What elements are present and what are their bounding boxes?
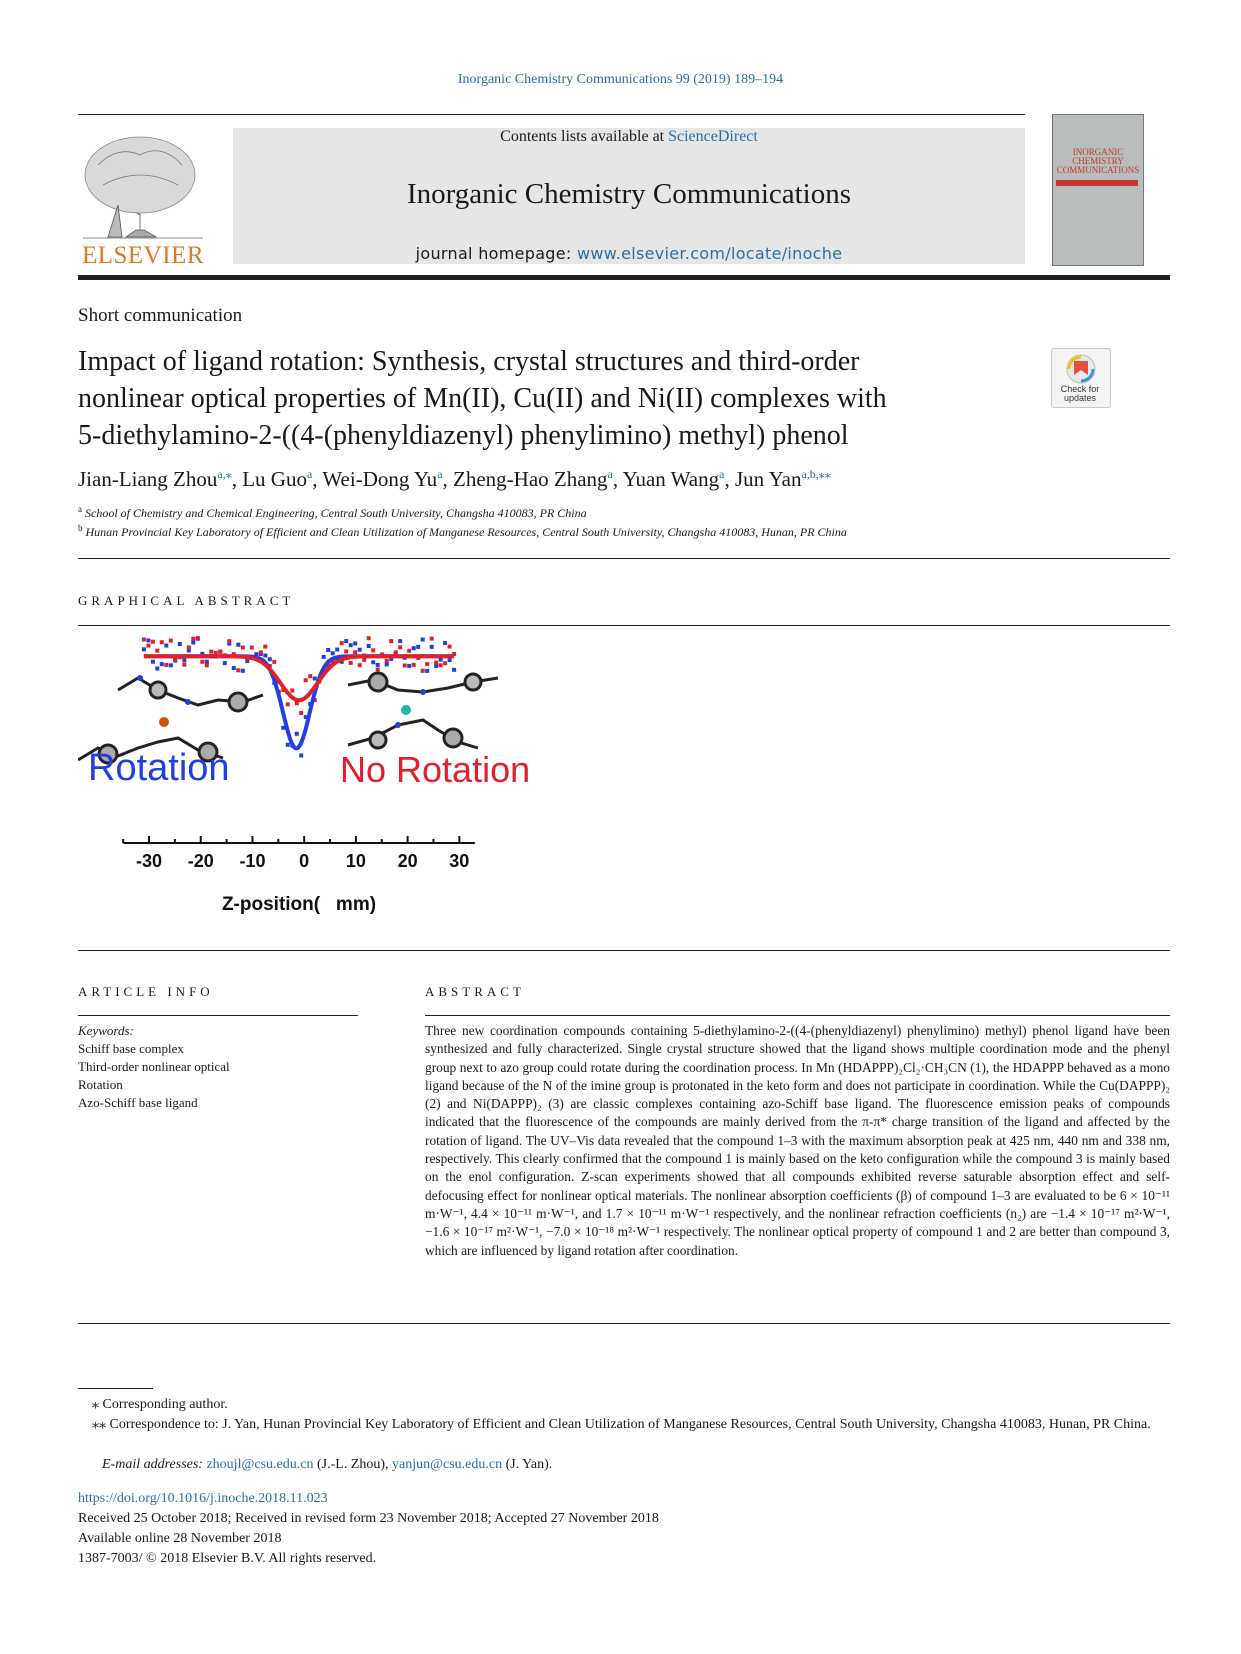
x-tick-label: -10 [239,851,266,871]
x-tick-label: 30 [449,851,470,871]
rule [78,1323,1170,1324]
data-point [389,639,393,643]
rule [425,1015,1170,1016]
copyright: 1387-7003/ © 2018 Elsevier B.V. All rights reserved. [78,1551,377,1566]
data-point [290,689,294,693]
data-point [160,662,164,666]
data-point [371,648,375,652]
data-point [340,641,344,645]
doi-link[interactable]: https://doi.org/10.1016/j.inoche.2018.11.023 [78,1491,328,1506]
abstract-heading: ABSTRACT [425,984,525,999]
data-point [241,646,245,650]
rule [78,950,1170,951]
data-point [268,657,272,661]
footnote-correspondence: ⁎⁎ Correspondence to: J. Yan, Hunan Provincial Key Laboratory of Efficient and Clean Utilization of Manganese Resources, Central South University, Changsha 410083, Hunan, PR China. [92,1417,1151,1432]
email-owner: (J.-L. Zhou), [313,1457,392,1472]
homepage-link[interactable]: www.elsevier.com/locate/inoche [577,244,843,263]
data-point [236,668,240,672]
graphical-abstract-figure [78,630,558,930]
data-point [151,660,155,664]
author-sup[interactable]: a [306,467,313,481]
affiliation-key: b [78,523,83,533]
x-axis-label: Z-position( mm) [221,894,377,915]
data-point [439,663,443,667]
data-point [155,649,159,653]
data-point [191,637,195,641]
data-point [182,658,186,662]
label-no-rotation: No Rotation [340,749,531,790]
data-point [169,663,173,667]
data-point [398,645,402,649]
title-line: Impact of ligand rotation: Synthesis, crystal structures and third-order [78,346,860,377]
data-point [353,642,357,646]
author-name[interactable]: Jun Yan [734,467,802,491]
keywords-label: Keywords: [78,1023,134,1038]
cover-strip [1056,180,1138,186]
online-date: Available online 28 November 2018 [78,1531,282,1546]
data-point [178,642,182,646]
author-sup[interactable]: a,⁎ [217,467,232,481]
data-point [385,662,389,666]
article-info-heading: ARTICLE INFO [78,984,214,999]
author-sup[interactable]: a [719,467,725,481]
footnote-corresponding: ⁎ Corresponding author. [92,1397,228,1412]
author-name[interactable]: Lu Guo [242,467,307,491]
data-point [263,645,267,649]
x-tick-label: 0 [299,851,310,871]
article-title [78,343,1008,454]
data-point [358,663,362,667]
data-point [191,641,195,645]
data-point [448,658,452,662]
data-point [241,669,245,673]
rule [78,625,1170,626]
data-point [430,645,434,649]
data-point [200,660,204,664]
data-point [236,643,240,647]
data-point [155,667,159,671]
data-point [412,646,416,650]
data-point [385,659,389,663]
crossmark-label: Check for updates [1060,384,1100,403]
data-point [232,666,236,670]
homepage-line [233,244,1025,263]
data-point [412,663,416,667]
crossmark-icon [1052,349,1110,389]
affiliation-key: a [78,504,82,514]
data-point [416,645,420,649]
data-point [218,650,222,654]
x-tick-label: 20 [397,851,418,871]
data-point [335,648,339,652]
cover-title: INORGANIC CHEMISTRY COMMUNICATIONS [1056,147,1140,175]
author-sup[interactable]: a [437,467,443,481]
data-point [259,650,263,654]
data-point [443,661,447,665]
author-name[interactable]: Yuan Wang [622,467,720,491]
data-point [146,644,150,648]
title-line: nonlinear optical properties of Mn(II), Cu(II) and Ni(II) complexes with [78,383,887,414]
data-point [430,637,434,641]
data-point [448,645,452,649]
data-point [227,639,231,643]
rule [78,558,1170,559]
abstract-body: Three new coordination compounds containing 5-diethylamino-2-((4-(phenyldiazenyl) phenylimino) methyl) phenol ligand have been synthesized and fully characterized. Single crystal structure showed that the ligand shows multiple coordination mode and the phenyl group next to azo group could rotate during the coordination process. In Mn (HDAPPP)₂Cl₂·CH₃CN (1), the HDAPPP behaved as a mono ligand because of the N of the imine group is protonated in the keto form and does not participate in coordination. While the Cu(DAPPP)₂ (2) and Ni(DAPPP)₂ (3) are classic complexes containing azo-Schiff base ligand. The fluorescence emission peaks of compounds indicated that the fluorescence of the compounds are mainly derived from the π-π* charge transition of the ligand and affected by the rotation of ligand. The UV–Vis data revealed that the compound 1–3 with the maximum absorption peak at 425 nm, 440 nm and 338 nm, respectively. This clearly confirmed that the compound 1 is mainly based on the keto configuration while the compound 3 is mainly based on the enol configuration. Z-scan experiments showed that all compounds exhibited reverse saturable absorption effect and self-defocusing effect for nonlinear optical materials. The nonlinear absorption coefficients (β) of compound 1–3 are evaluated to be 6 × 10⁻¹¹ m·W⁻¹, 4.4 × 10⁻¹¹ m·W⁻¹, and 1.7 × 10⁻¹¹ m·W⁻¹ respectively, and the nonlinear refraction coefficients (n₂) are −1.4 × 10⁻¹⁷ m²·W⁻¹, −1.6 × 10⁻¹⁷ m²·W⁻¹, −7.0 × 10⁻¹⁸ m²·W⁻¹ respectively. The nonlinear optical property of compound 1 and 2 are better than compound 3, which are influenced by ligand rotation after coordination. [425,1023,1170,1258]
keyword-item: Third-order nonlinear optical [78,1059,230,1074]
data-point [223,661,227,665]
contents-line [233,128,1025,146]
header-bottom-rule [78,275,1170,280]
header-top-rule [78,114,1025,115]
journal-name: Inorganic Chemistry Communications [406,178,852,210]
author-sup[interactable]: a [607,467,613,481]
x-tick-label: 10 [345,851,366,871]
data-point [349,661,353,665]
history: Received 25 October 2018; Received in revised form 23 November 2018; Accepted 27 November 2018 [78,1511,659,1526]
sciencedirect-link[interactable]: ScienceDirect [668,128,758,145]
keyword-item: Schiff base complex [78,1041,184,1056]
data-point [322,655,326,659]
graphical-abstract-heading: GRAPHICAL ABSTRACT [78,593,295,608]
running-head-citation[interactable]: Inorganic Chemistry Communications 99 (2019) 189–194 [457,72,784,87]
data-point [146,638,150,642]
data-point [353,650,357,654]
data-point [367,636,371,640]
footnote-emails [102,1455,1194,1474]
contents-prefix: Contents lists available at [500,128,669,145]
data-point [308,674,312,678]
data-point [263,654,267,658]
elsevier-wordmark: ELSEVIER [81,242,205,269]
author-list: Jian-Liang Zhou$^{a,⁎}$, Lu Guo$^a$, Wei-Dong Yu$^a$, Zheng-Hao Zhang$^a$, Yuan Wang$^a$, Jun Yan$^{a,b,⁎⁎}$ [78,467,831,491]
affiliation-a [78,504,587,521]
homepage-prefix: journal homepage: [415,244,577,263]
data-point [160,640,164,644]
author-name[interactable]: Zheng-Hao Zhang [453,467,608,491]
data-point [371,660,375,664]
title-line: 5-diethylamino-2-((4-(phenyldiazenyl) phenylimino) methyl) phenol [78,420,849,451]
x-tick-label: -20 [187,851,214,871]
data-point [142,647,146,651]
data-point [142,638,146,642]
data-point [326,648,330,652]
email-link[interactable]: zhoujl@csu.edu.cn [206,1457,314,1472]
email-link[interactable]: yanjun@csu.edu.cn [392,1457,503,1472]
data-point [187,645,191,649]
data-point [403,664,407,668]
data-point [443,641,447,645]
data-point [205,663,209,667]
data-point [362,658,366,662]
author-name[interactable]: Wei-Dong Yu [322,467,438,491]
data-point [407,649,411,653]
data-point [164,644,168,648]
rule [78,1015,358,1016]
data-point [421,638,425,642]
data-point [376,668,380,672]
footnote-rule [78,1388,153,1389]
data-point [425,669,429,673]
x-axis [123,836,475,871]
keyword-item: Azo-Schiff base ligand [78,1095,198,1110]
data-point [344,649,348,653]
journal-cover-thumbnail[interactable] [1052,114,1144,266]
data-point [205,660,209,664]
data-point [182,663,186,667]
molecule-structure-right [348,673,498,748]
data-point [421,669,425,673]
data-point [196,636,200,640]
data-point [169,639,173,643]
data-point [304,678,308,682]
data-point [299,711,303,715]
data-point [151,640,155,644]
data-point [434,661,438,665]
data-point [394,650,398,654]
data-point [407,664,411,668]
data-point [272,660,276,664]
label-rotation: Rotation [88,747,230,789]
data-point [452,668,456,672]
author-sup[interactable]: a,b,⁎⁎ [801,467,831,481]
author-name[interactable]: Jian-Liang Zhou [78,467,218,491]
email-label: E-mail addresses: [102,1457,207,1472]
keyword-item: Rotation [78,1077,123,1092]
data-point [344,639,348,643]
x-tick-label: -30 [136,851,163,871]
data-point [299,754,303,758]
affiliation-b [78,523,847,540]
data-point [286,702,290,706]
data-point [331,651,335,655]
data-point [295,732,299,736]
data-point [358,648,362,652]
affiliation-text: School of Chemistry and Chemical Engineering, Central South University, Changsha 410083, PR China [85,506,587,520]
data-point [376,663,380,667]
article-type: Short communication [78,305,243,326]
fit-curve-no-rotation [144,656,454,700]
affiliation-text: Hunan Provincial Key Laboratory of Efficient and Clean Utilization of Manganese Resources, Central South University, Changsha 410083, Hunan, PR China [85,525,847,539]
data-point [250,646,254,650]
data-point [164,663,168,667]
data-point [425,662,429,666]
data-point [398,639,402,643]
email-owner: (J. Yan). [502,1457,553,1472]
data-point [209,650,213,654]
data-point [313,677,317,681]
data-point [286,743,290,747]
data-point [367,644,371,648]
data-point [349,643,353,647]
